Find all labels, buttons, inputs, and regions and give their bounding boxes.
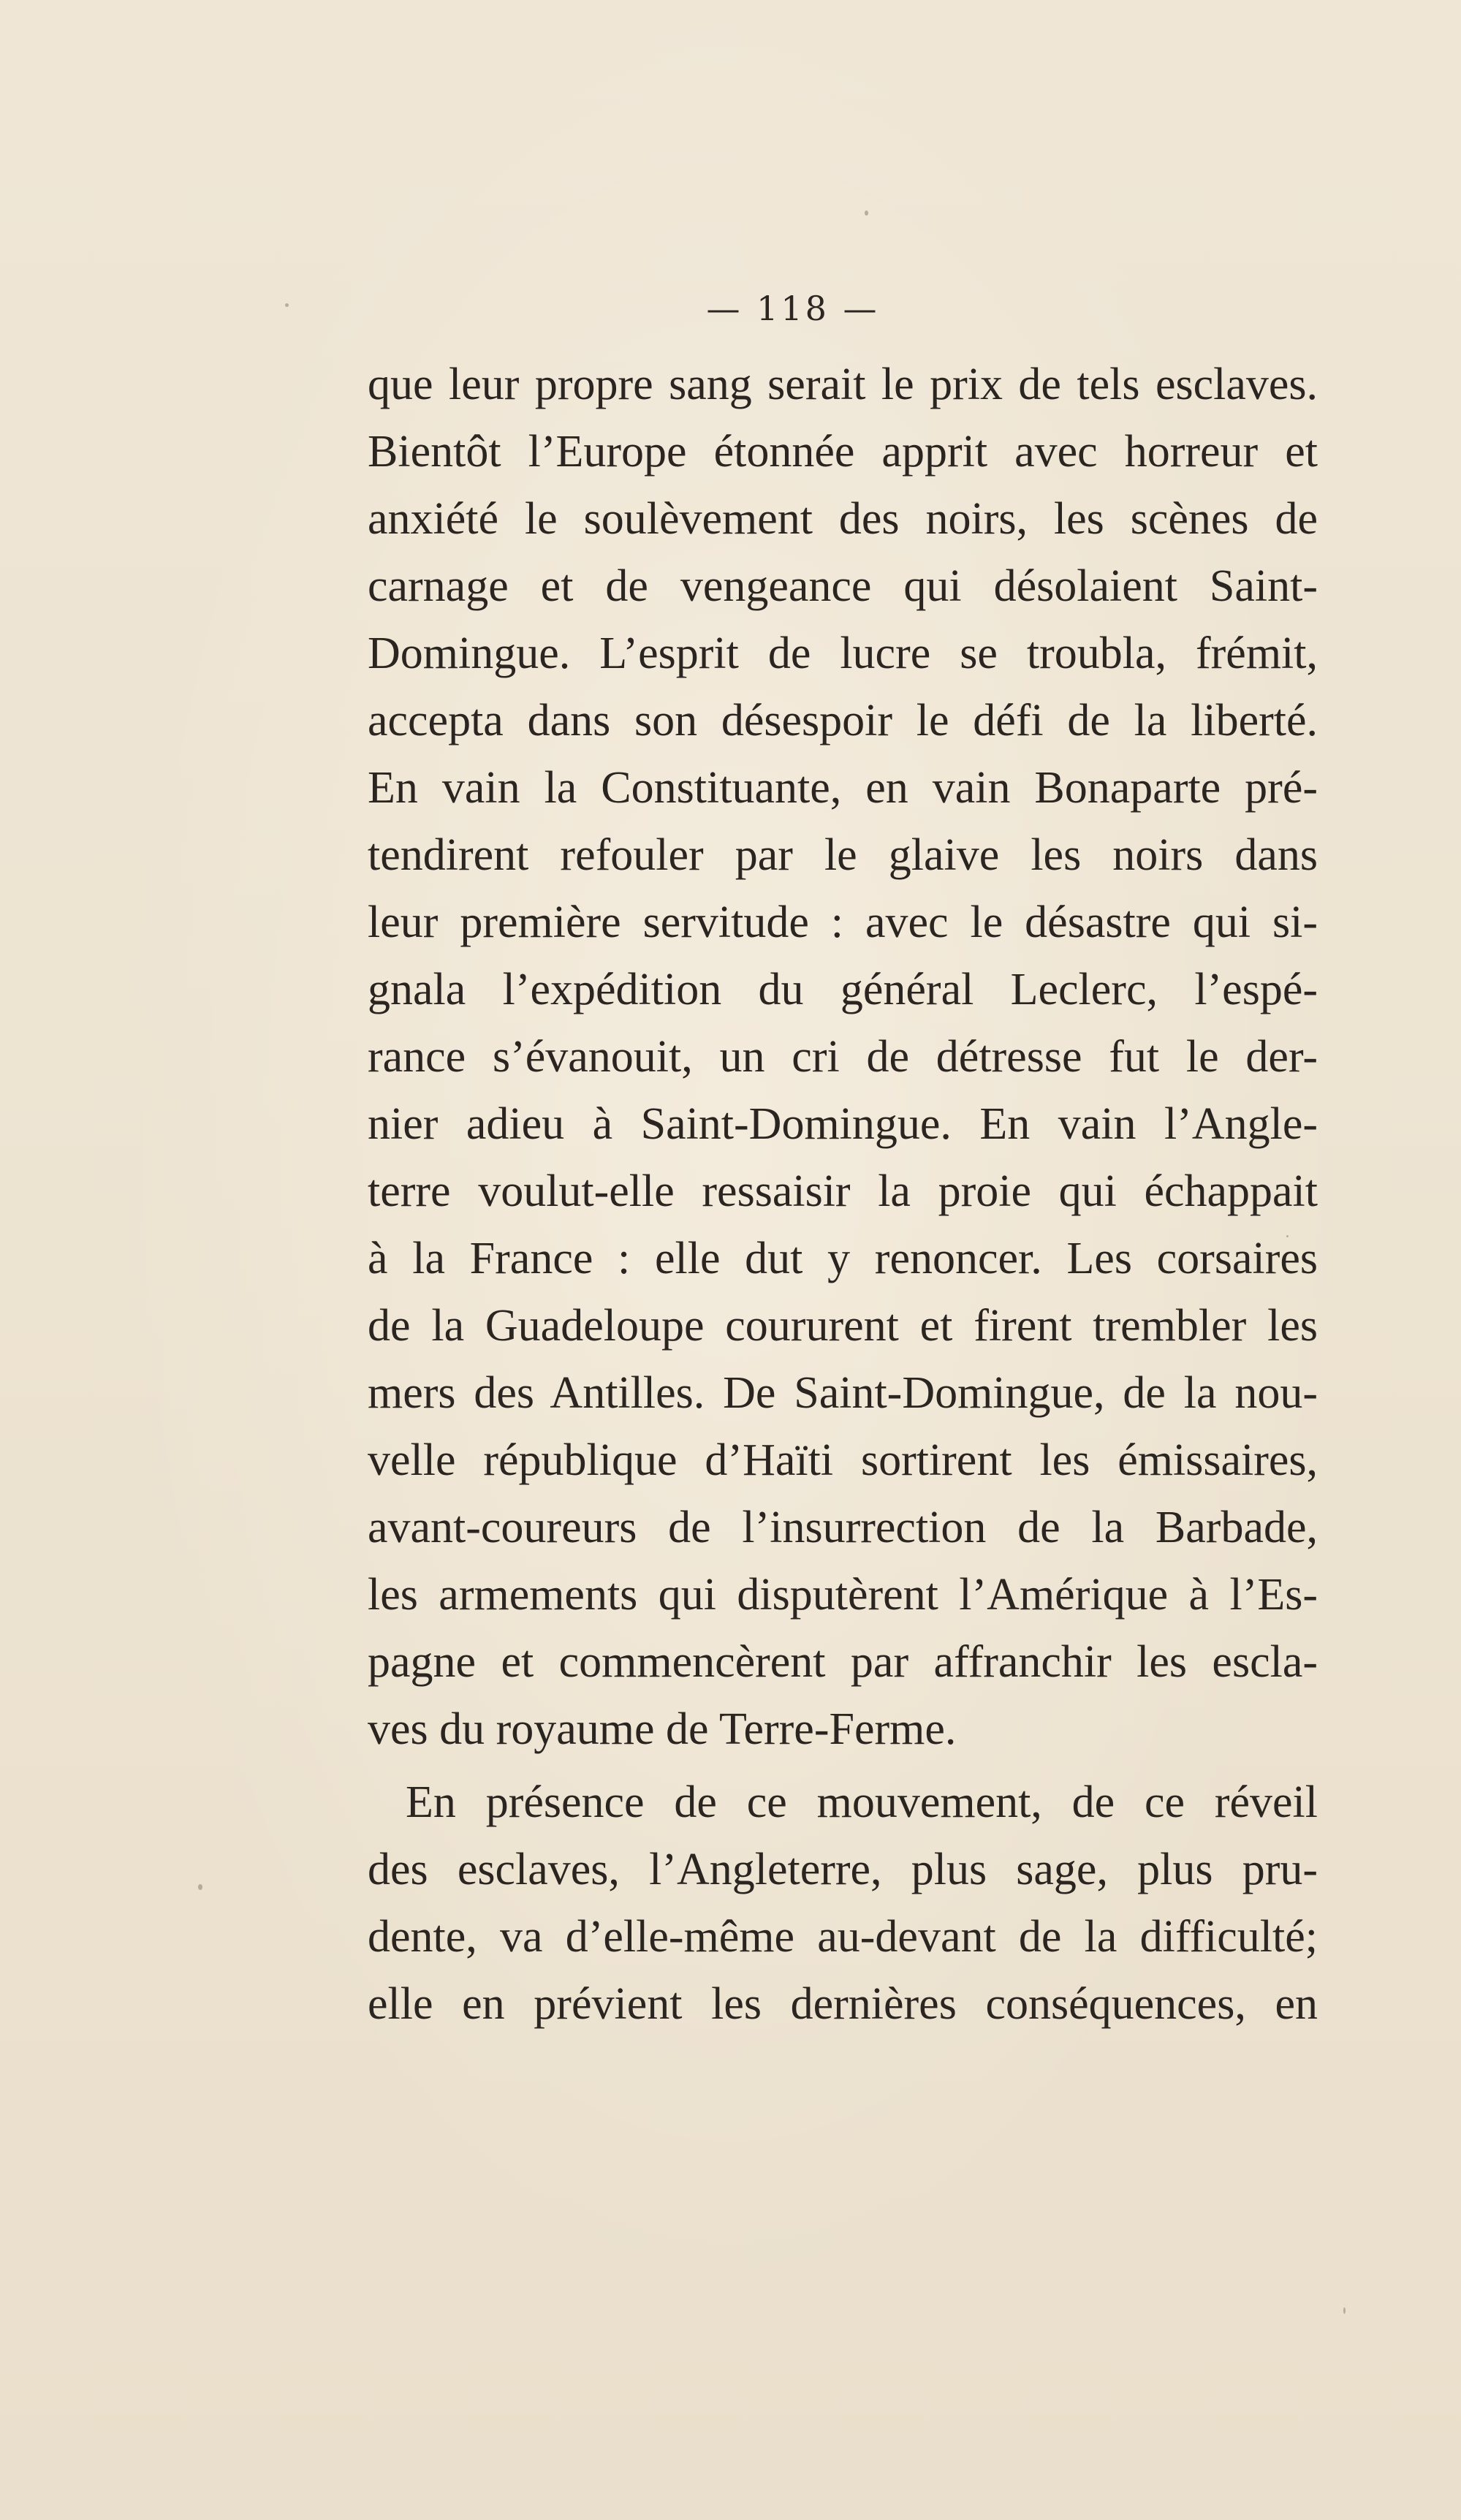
text-line: des esclaves, l’Angleterre, plus sage, plus pru- xyxy=(368,1845,1318,1894)
text-line: les armements qui disputèrent l’Amérique à l’Es- xyxy=(368,1570,1318,1620)
text-line: que leur propre sang serait le prix de tels esclaves. xyxy=(368,360,1318,409)
text-line: elle en prévient les dernières conséquences, en xyxy=(368,1979,1318,2029)
text-line: leur première servitude : avec le désastre qui si- xyxy=(368,897,1318,947)
text-line: tendirent refouler par le glaive les noirs dans xyxy=(368,830,1318,880)
text-line: anxiété le soulèvement des noirs, les scènes de xyxy=(368,494,1318,544)
text-line: carnage et de vengeance qui désolaient Saint- xyxy=(368,561,1318,611)
text-line: nier adieu à Saint-Domingue. En vain l’Angle- xyxy=(368,1099,1318,1149)
text-line: accepta dans son désespoir le défi de la liberté. xyxy=(368,696,1318,745)
paper-speck xyxy=(865,210,868,216)
paragraph-1 xyxy=(368,351,1318,1763)
text-line: avant-coureurs de l’insurrection de la Barbade, xyxy=(368,1503,1318,1552)
paper-speck xyxy=(1343,2307,1346,2314)
text-line: Domingue. L’esprit de lucre se troubla, frémit, xyxy=(368,629,1318,678)
text-line: En présence de ce mouvement, de ce réveil xyxy=(406,1777,1318,1827)
paragraph-gap xyxy=(368,1763,1318,1769)
text-line: velle république d’Haïti sortirent les émissaires, xyxy=(368,1435,1318,1485)
text-line: terre voulut-elle ressaisir la proie qui échappait xyxy=(368,1166,1318,1216)
text-line: Bientôt l’Europe étonnée apprit avec horreur et xyxy=(368,427,1318,477)
page-number: — 118 — xyxy=(706,289,880,328)
body-text xyxy=(368,351,1318,2038)
text-line: En vain la Constituante, en vain Bonaparte pré- xyxy=(368,763,1318,813)
text-line: mers des Antilles. De Saint-Domingue, de la nou- xyxy=(368,1368,1318,1418)
text-line: pagne et commencèrent par affranchir les escla- xyxy=(368,1637,1318,1687)
text-line: ves du royaume de Terre-Ferme. xyxy=(368,1704,957,1754)
paper-speck xyxy=(198,1884,202,1890)
paragraph-2 xyxy=(368,1769,1318,2038)
text-line: dente, va d’elle-même au-devant de la difficulté; xyxy=(368,1912,1318,1962)
text-line: de la Guadeloupe coururent et firent trembler les xyxy=(368,1301,1318,1351)
text-line: gnala l’expédition du général Leclerc, l’espé- xyxy=(368,965,1318,1014)
text-line: à la France : elle dut y renoncer. Les corsaires xyxy=(368,1234,1318,1283)
text-line: rance s’évanouit, un cri de détresse fut le der- xyxy=(368,1032,1318,1082)
